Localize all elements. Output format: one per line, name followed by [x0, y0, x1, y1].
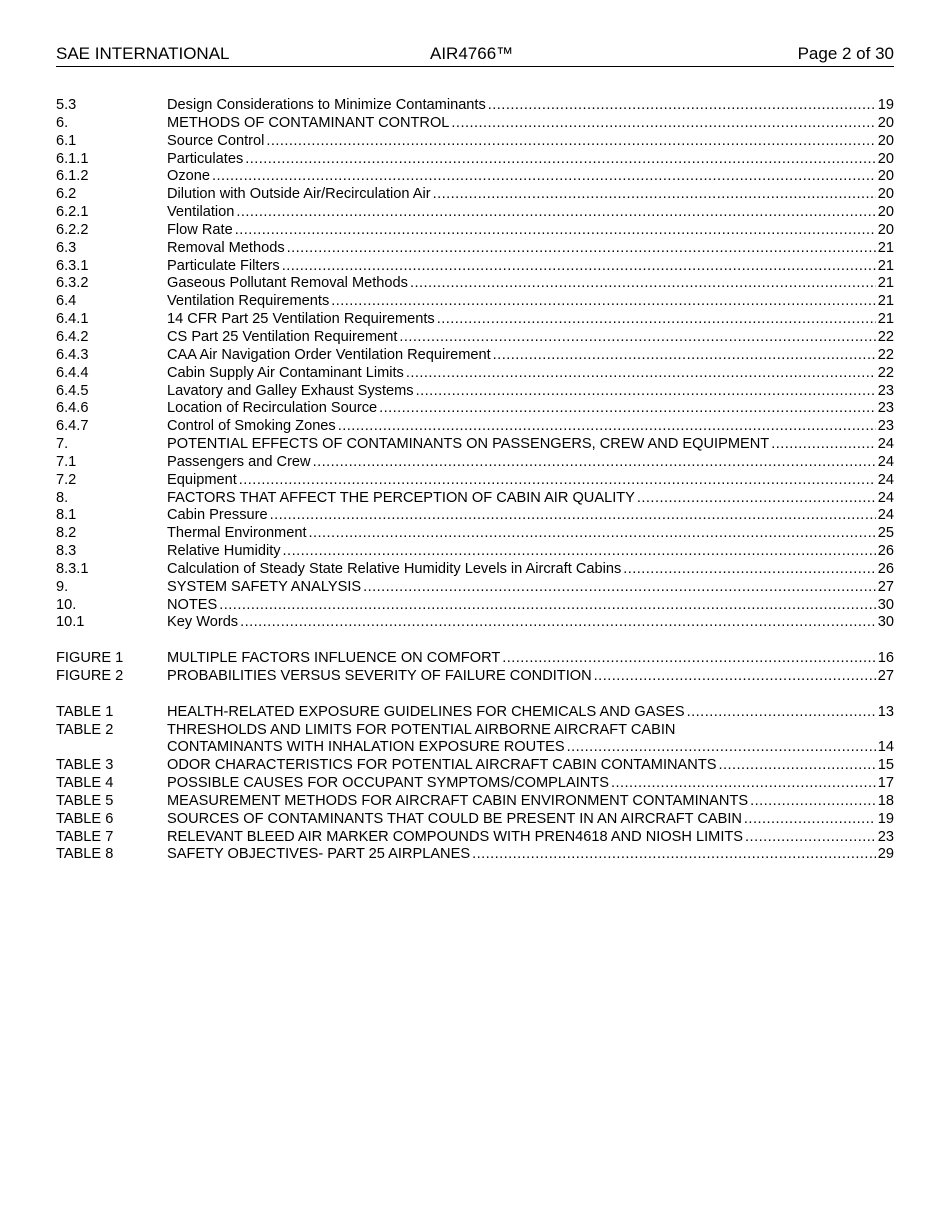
- toc-entry-title: Cabin Supply Air Contaminant Limits: [167, 364, 404, 381]
- toc-entry-title-line: [167, 347, 894, 365]
- toc-entry-page: 30: [877, 614, 894, 631]
- toc-entry-title-continued: CONTAMINANTS WITH INHALATION EXPOSURE ROUTES: [167, 739, 565, 756]
- toc-entry-title-line: [167, 811, 894, 829]
- dot-leader: [235, 222, 876, 240]
- toc-entry-number: 7.: [56, 436, 69, 453]
- toc-entry-number: 8.3.1: [56, 560, 89, 577]
- toc-entry-page: 20: [877, 221, 894, 238]
- toc-entry-title-line: [167, 507, 894, 525]
- dot-leader: [771, 436, 876, 454]
- toc-entry-page: 20: [877, 114, 894, 131]
- toc-entry[interactable]: [56, 400, 894, 418]
- dot-leader: [240, 614, 876, 632]
- toc-entry-number: 6.2.2: [56, 221, 89, 238]
- toc-entry-title-line: [167, 543, 894, 561]
- toc-entry[interactable]: [56, 186, 894, 204]
- toc-entry-number: 6.4.1: [56, 311, 89, 328]
- toc-entry-page: 15: [877, 757, 894, 774]
- toc-entry-title-line: [167, 490, 894, 508]
- toc-entry-title-line: [167, 275, 894, 293]
- toc-entry-number: 6.4.3: [56, 346, 89, 363]
- dot-leader: [687, 704, 876, 722]
- dot-leader: [744, 811, 876, 829]
- toc-entry[interactable]: [56, 311, 894, 329]
- toc-entry-title: 14 CFR Part 25 Ventilation Requirements: [167, 311, 435, 328]
- toc-entry-page: 23: [877, 418, 894, 435]
- toc-entry[interactable]: [56, 418, 894, 436]
- dot-leader: [611, 775, 876, 793]
- toc-entry-title: SYSTEM SAFETY ANALYSIS: [167, 578, 362, 595]
- toc-entry[interactable]: [56, 472, 894, 490]
- toc-entry-title-line: [167, 400, 894, 418]
- toc-entry-page: 24: [877, 489, 894, 506]
- toc-entry-title: Key Words: [167, 614, 239, 631]
- dot-leader: [270, 507, 876, 525]
- toc-entry-number: 6.3: [56, 239, 77, 256]
- toc-entry[interactable]: [56, 650, 894, 668]
- toc-entry-title-line: [167, 775, 894, 793]
- toc-entry-title: Dilution with Outside Air/Recirculation Air: [167, 186, 431, 203]
- header-document-id: AIR4766™: [430, 44, 514, 63]
- toc-entry-title: Thermal Environment: [167, 525, 307, 542]
- toc-entry-title: Relative Humidity: [167, 543, 281, 560]
- toc-entry-number: 6.4: [56, 293, 77, 310]
- toc-entry-number: TABLE 8: [56, 846, 114, 863]
- dot-leader: [718, 757, 875, 775]
- toc-entry-page: 21: [877, 311, 894, 328]
- dot-leader: [266, 133, 875, 151]
- toc-entry-number: 8.3: [56, 543, 77, 560]
- dot-leader: [493, 347, 876, 365]
- toc-entry[interactable]: [56, 240, 894, 258]
- toc-entry-number: TABLE 1: [56, 703, 114, 720]
- toc-entry-number: 6.1.2: [56, 168, 89, 185]
- toc-entry-page: 21: [877, 275, 894, 292]
- toc-entry-title-line: [167, 614, 894, 632]
- toc-entry[interactable]: [56, 579, 894, 597]
- toc-entry-title-line: [167, 168, 894, 186]
- toc-entry-page: 23: [877, 382, 894, 399]
- toc-entry[interactable]: [56, 811, 894, 829]
- toc-entry[interactable]: [56, 97, 894, 115]
- toc-entry[interactable]: [56, 668, 894, 686]
- toc-entry-title-line: [167, 757, 894, 775]
- dot-leader: [750, 793, 876, 811]
- toc-entry[interactable]: [56, 722, 894, 758]
- toc-entry[interactable]: [56, 597, 894, 615]
- toc-entry-title: FACTORS THAT AFFECT THE PERCEPTION OF CABIN AIR QUALITY: [167, 489, 635, 506]
- toc-entry-title-line: [167, 525, 894, 543]
- dot-leader: [567, 739, 876, 757]
- toc-entry-number: FIGURE 2: [56, 668, 124, 684]
- toc-entry-title-line: [167, 704, 894, 722]
- toc-entry-page: 26: [877, 543, 894, 560]
- toc-entry-page: 20: [877, 168, 894, 185]
- toc-entry-title: CS Part 25 Ventilation Requirement: [167, 328, 398, 345]
- toc-entry-page: 23: [877, 828, 894, 845]
- toc-entry[interactable]: [56, 383, 894, 401]
- header-page-number: Page 2 of 30: [797, 44, 894, 63]
- toc-entry[interactable]: [56, 436, 894, 454]
- dot-leader: [283, 543, 876, 561]
- toc-entry[interactable]: [56, 614, 894, 632]
- toc-entry[interactable]: [56, 704, 894, 722]
- toc-entry[interactable]: [56, 543, 894, 561]
- toc-entry-page: 25: [877, 525, 894, 542]
- dot-leader: [451, 115, 875, 133]
- toc-entry[interactable]: [56, 775, 894, 793]
- toc-entry-number: 6.4.4: [56, 364, 89, 381]
- toc-entry-title: CAA Air Navigation Order Ventilation Requirement: [167, 346, 491, 363]
- toc-entry-number: 10.: [56, 596, 77, 613]
- toc-entry-number: TABLE 3: [56, 757, 114, 774]
- toc-entry-title-line: [167, 222, 894, 240]
- toc-entry-title: Passengers and Crew: [167, 453, 311, 470]
- toc-entry-page: 17: [877, 775, 894, 792]
- toc-entry-number: 6.2: [56, 186, 77, 203]
- toc-entry-title: Lavatory and Galley Exhaust Systems: [167, 382, 414, 399]
- toc-entry-number: 6.4.6: [56, 400, 89, 417]
- toc-entry[interactable]: [56, 490, 894, 508]
- dot-leader: [212, 168, 876, 186]
- toc-entry-title: HEALTH-RELATED EXPOSURE GUIDELINES FOR CHEMICALS AND GASES: [167, 703, 685, 720]
- toc-entry-title: METHODS OF CONTAMINANT CONTROL: [167, 114, 450, 131]
- toc-entry[interactable]: [56, 133, 894, 151]
- toc-entry-page: 27: [877, 578, 894, 595]
- toc-entry-number: 7.1: [56, 453, 77, 470]
- toc-entry-title: ODOR CHARACTERISTICS FOR POTENTIAL AIRCRAFT CABIN CONTAMINANTS: [167, 757, 717, 774]
- toc-entry-page: 22: [877, 328, 894, 345]
- dot-leader: [399, 329, 875, 347]
- toc-entry-title-line: [167, 240, 894, 258]
- toc-entry[interactable]: [56, 258, 894, 276]
- toc-entry-number: 9.: [56, 578, 69, 595]
- toc-entry-number: 5.3: [56, 97, 77, 113]
- dot-leader: [623, 561, 876, 579]
- toc-entry[interactable]: [56, 507, 894, 525]
- header-organization: SAE INTERNATIONAL: [56, 44, 230, 63]
- dot-leader: [410, 275, 876, 293]
- dot-leader: [745, 829, 876, 847]
- toc-entry-title-line: [167, 365, 894, 383]
- toc-entry-title-line: [167, 293, 894, 311]
- toc-entry-page: 14: [877, 739, 894, 756]
- toc-entry-title-line: [167, 204, 894, 222]
- page-header: [56, 44, 894, 67]
- dot-leader: [433, 186, 876, 204]
- toc-entry-title-line: [167, 579, 894, 597]
- toc-entry-page: 19: [877, 97, 894, 113]
- toc-entry-title-line: [167, 418, 894, 436]
- toc-entry[interactable]: [56, 204, 894, 222]
- toc-entry-number: 6.1.1: [56, 150, 89, 167]
- dot-leader: [282, 258, 876, 276]
- toc-entry-title-line: [167, 383, 894, 401]
- toc-entry-title: Source Control: [167, 132, 265, 149]
- toc-entry-number: 6.3.2: [56, 275, 89, 292]
- toc-entry-title: MULTIPLE FACTORS INFLUENCE ON COMFORT: [167, 650, 501, 667]
- toc-entry-number: 7.2: [56, 471, 77, 488]
- toc-entry-page: 23: [877, 400, 894, 417]
- toc-entry-page: 21: [877, 239, 894, 256]
- toc-entry[interactable]: [56, 525, 894, 543]
- toc-entry-page: 20: [877, 132, 894, 149]
- dot-leader: [379, 400, 876, 418]
- toc-entry-page: 16: [877, 650, 894, 667]
- toc-entry-number: 6.1: [56, 132, 77, 149]
- toc-entry[interactable]: [56, 293, 894, 311]
- dot-leader: [239, 472, 876, 490]
- toc-entry-page: 24: [877, 436, 894, 453]
- toc-entry-number: TABLE 5: [56, 792, 114, 809]
- toc-entry-title: Location of Recirculation Source: [167, 400, 378, 417]
- dot-leader: [594, 668, 876, 686]
- toc-entry-page: 24: [877, 507, 894, 524]
- dot-leader: [245, 151, 876, 169]
- toc-entry-title: Gaseous Pollutant Removal Methods: [167, 275, 408, 292]
- dot-leader: [416, 383, 876, 401]
- toc-entry-number: 6.4.2: [56, 328, 89, 345]
- toc-entry-title: Cabin Pressure: [167, 507, 268, 524]
- toc-entry-title-line: [167, 829, 894, 847]
- dot-leader: [287, 240, 876, 258]
- toc-entry-page: 29: [877, 846, 894, 863]
- toc-entry-page: 19: [877, 810, 894, 827]
- toc-entry-title: Control of Smoking Zones: [167, 418, 336, 435]
- toc-entry[interactable]: [56, 275, 894, 293]
- toc-entry-page: 30: [877, 596, 894, 613]
- toc-entry-number: 6.3.1: [56, 257, 89, 274]
- toc-entry-page: 24: [877, 471, 894, 488]
- toc-entry-number: 6.: [56, 114, 69, 131]
- toc-entry-title-line: [167, 597, 894, 615]
- toc-entry-title-line: [167, 151, 894, 169]
- toc-entry-title: Ozone: [167, 168, 210, 185]
- toc-entry-title: Particulates: [167, 150, 244, 167]
- toc-entry-title-line: [167, 472, 894, 490]
- toc-entry-number: TABLE 7: [56, 828, 114, 845]
- toc-entry-title-line: [167, 97, 894, 115]
- toc-entry-number: TABLE 6: [56, 810, 114, 827]
- dot-leader: [236, 204, 875, 222]
- toc-entry-page: 13: [877, 703, 894, 720]
- toc-entry-title: Design Considerations to Minimize Contaminants: [167, 97, 486, 113]
- toc-entry-page: 21: [877, 257, 894, 274]
- toc-entry-number: FIGURE 1: [56, 650, 124, 667]
- dot-leader: [219, 597, 875, 615]
- toc-entry-number: TABLE 2: [56, 721, 114, 738]
- table-of-contents: [56, 97, 894, 864]
- toc-entry-page: 21: [877, 293, 894, 310]
- toc-entry-title: POTENTIAL EFFECTS OF CONTAMINANTS ON PASSENGERS, CREW AND EQUIPMENT: [167, 436, 770, 453]
- toc-entry-number: TABLE 4: [56, 775, 114, 792]
- toc-entry-title: Calculation of Steady State Relative Humidity Levels in Aircraft Cabins: [167, 560, 622, 577]
- toc-entry-number: 6.4.5: [56, 382, 89, 399]
- toc-entry-title: THRESHOLDS AND LIMITS FOR POTENTIAL AIRBORNE AIRCRAFT CABIN: [167, 721, 676, 738]
- toc-entry[interactable]: [56, 454, 894, 472]
- toc-entry-title-line: [167, 133, 894, 151]
- toc-entry-number: 8.2: [56, 525, 77, 542]
- toc-entry-number: 8.1: [56, 507, 77, 524]
- toc-entry-title: SAFETY OBJECTIVES- PART 25 AIRPLANES: [167, 846, 471, 863]
- toc-entry-title: Removal Methods: [167, 239, 285, 256]
- toc-entry-title-line: [167, 454, 894, 472]
- toc-entry[interactable]: [56, 829, 894, 847]
- toc-entry-title-line: [167, 739, 894, 757]
- section-spacer: [56, 632, 894, 650]
- dot-leader: [309, 525, 876, 543]
- dot-leader: [363, 579, 876, 597]
- toc-entry-page: 24: [877, 453, 894, 470]
- toc-entry-title-line: [167, 650, 894, 668]
- toc-entry-title: MEASUREMENT METHODS FOR AIRCRAFT CABIN ENVIRONMENT CONTAMINANTS: [167, 792, 749, 809]
- toc-entry-title-line: [167, 436, 894, 454]
- toc-entry-number: 8.: [56, 489, 69, 506]
- toc-entry-page: 22: [877, 364, 894, 381]
- toc-entry[interactable]: [56, 757, 894, 775]
- toc-entry[interactable]: [56, 846, 894, 864]
- dot-leader: [331, 293, 876, 311]
- toc-entry-title-line: [167, 258, 894, 276]
- toc-entry-title-line: [167, 115, 894, 133]
- toc-entry-title: Ventilation: [167, 204, 235, 221]
- toc-entry[interactable]: [56, 365, 894, 383]
- toc-entry-page: 27: [877, 668, 894, 684]
- toc-entry-title: POSSIBLE CAUSES FOR OCCUPANT SYMPTOMS/COMPLAINTS: [167, 775, 609, 792]
- toc-entry-title-line: [167, 668, 894, 686]
- toc-entry-title-line: [167, 329, 894, 347]
- toc-entry-page: 20: [877, 186, 894, 203]
- toc-entry-title-line: [167, 561, 894, 579]
- dot-leader: [637, 490, 876, 508]
- toc-entry-page: 18: [877, 792, 894, 809]
- toc-entry-title-line: [167, 846, 894, 864]
- toc-entry-title: Particulate Filters: [167, 257, 280, 274]
- dot-leader: [502, 650, 876, 668]
- dot-leader: [313, 454, 876, 472]
- toc-entry[interactable]: [56, 329, 894, 347]
- toc-entry-title: NOTES: [167, 596, 218, 613]
- toc-entry-page: 22: [877, 346, 894, 363]
- toc-entry[interactable]: [56, 151, 894, 169]
- toc-entry-title: Flow Rate: [167, 221, 233, 238]
- dot-leader: [406, 365, 876, 383]
- toc-entry-title: Ventilation Requirements: [167, 293, 330, 310]
- toc-entry[interactable]: [56, 222, 894, 240]
- toc-entry-number: 6.2.1: [56, 204, 89, 221]
- toc-entry-title: SOURCES OF CONTAMINANTS THAT COULD BE PRESENT IN AN AIRCRAFT CABIN: [167, 810, 742, 827]
- toc-entry[interactable]: [56, 347, 894, 365]
- dot-leader: [338, 418, 876, 436]
- toc-entry-title-line: [167, 186, 894, 204]
- toc-entry-title: Equipment: [167, 471, 237, 488]
- section-spacer: [56, 686, 894, 704]
- toc-entry[interactable]: [56, 561, 894, 579]
- toc-entry-number: 10.1: [56, 614, 85, 631]
- toc-entry-title-line: [167, 793, 894, 811]
- toc-entry-page: 20: [877, 150, 894, 167]
- toc-entry[interactable]: [56, 793, 894, 811]
- toc-entry-title-line: [167, 311, 894, 329]
- dot-leader: [472, 846, 876, 864]
- toc-entry-number: 6.4.7: [56, 418, 89, 435]
- toc-entry-title: RELEVANT BLEED AIR MARKER COMPOUNDS WITH PREN4618 AND NIOSH LIMITS: [167, 828, 744, 845]
- dot-leader: [488, 97, 876, 115]
- toc-entry-page: 26: [877, 560, 894, 577]
- toc-entry[interactable]: [56, 168, 894, 186]
- toc-entry-page: 20: [877, 204, 894, 221]
- toc-entry-title-block: [167, 722, 894, 758]
- toc-entry[interactable]: [56, 115, 894, 133]
- toc-entry-title: PROBABILITIES VERSUS SEVERITY OF FAILURE CONDITION: [167, 668, 592, 684]
- dot-leader: [437, 311, 876, 329]
